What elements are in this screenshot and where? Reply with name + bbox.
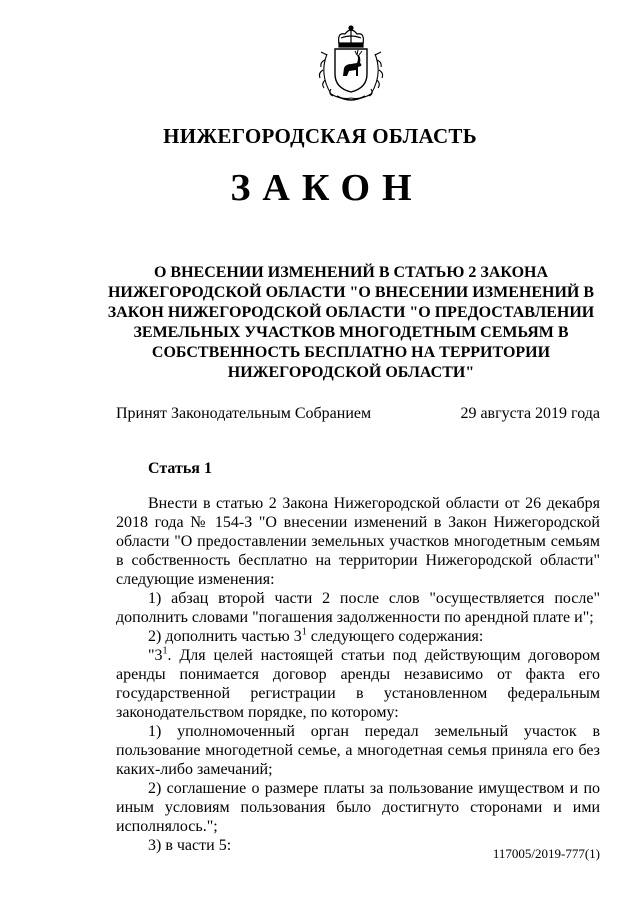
article-item-1: 1) абзац второй части 2 после слов "осуществляется после" дополнить словами "погашения задолженности по арендной плате и"; [116,590,600,626]
title-line: СОБСТВЕННОСТЬ БЕСПЛАТНО НА ТЕРРИТОРИИ [151,344,551,361]
article-intro-paragraph: Внести в статью 2 Закона Нижегородской области от 26 декабря 2018 года № 154-З "О внесении изменений в Закон Нижегородской области "О предоставлении земельных участков многодетным семьям в собственность бесплатно на территории Нижегородской области" следующие изменения: [116,495,600,588]
article-body [116,494,600,855]
title-line: О ВНЕСЕНИИ ИЗМЕНЕНИЙ В СТАТЬЮ 2 ЗАКОНА [153,264,549,281]
region-heading: НИЖЕГОРОДСКАЯ ОБЛАСТЬ [163,124,477,148]
quoted-subitem-1: 1) уполномоченный орган передал земельный участок в пользование многодетной семье, а многодетная семья приняла его без каких-либо замечаний; [116,723,600,778]
article-item-3: 3) в части 5: [148,837,232,854]
coat-of-arms-emblem [313,24,389,102]
quoted-subitem-2: 2) соглашение о размере платы за пользование имуществом и по иным условиям пользования было достигнуто сторонами и ими исполнялось."; [116,780,600,835]
title-line: НИЖЕГОРОДСКОЙ ОБЛАСТИ "О ВНЕСЕНИИ ИЗМЕНЕНИЙ В [107,284,595,301]
crown-icon [339,26,364,47]
title-line: ЗАКОН НИЖЕГОРОДСКОЙ ОБЛАСТИ "О ПРЕДОСТАВЛЕНИИ [107,304,595,321]
adoption-date: 29 августа 2019 года [460,405,600,422]
article-heading: Статья 1 [148,460,212,477]
quoted-part-paragraph: "$3^1$. Для целей настоящей статьи под действующим договором аренды понимается договор аренды независимо от факта его государственной регистрации в установленном федеральным законодательством порядке, по которому: [116,645,600,721]
title-line: ЗЕМЕЛЬНЫХ УЧАСТКОВ МНОГОДЕТНЫМ СЕМЬЯМ В [133,324,569,341]
adoption-line [116,404,600,424]
article-item-2: 2) дополнить частью $3^1$ следующего содержания: [148,626,484,645]
adopted-by-text: Принят Законодательным Собранием [116,405,372,422]
document-number: 117005/2019-777(1) [492,846,600,861]
title-line: НИЖЕГОРОДСКОЙ ОБЛАСТИ" [227,364,475,381]
law-title [100,263,602,383]
document-type-heading: ЗАКОН [230,167,424,209]
